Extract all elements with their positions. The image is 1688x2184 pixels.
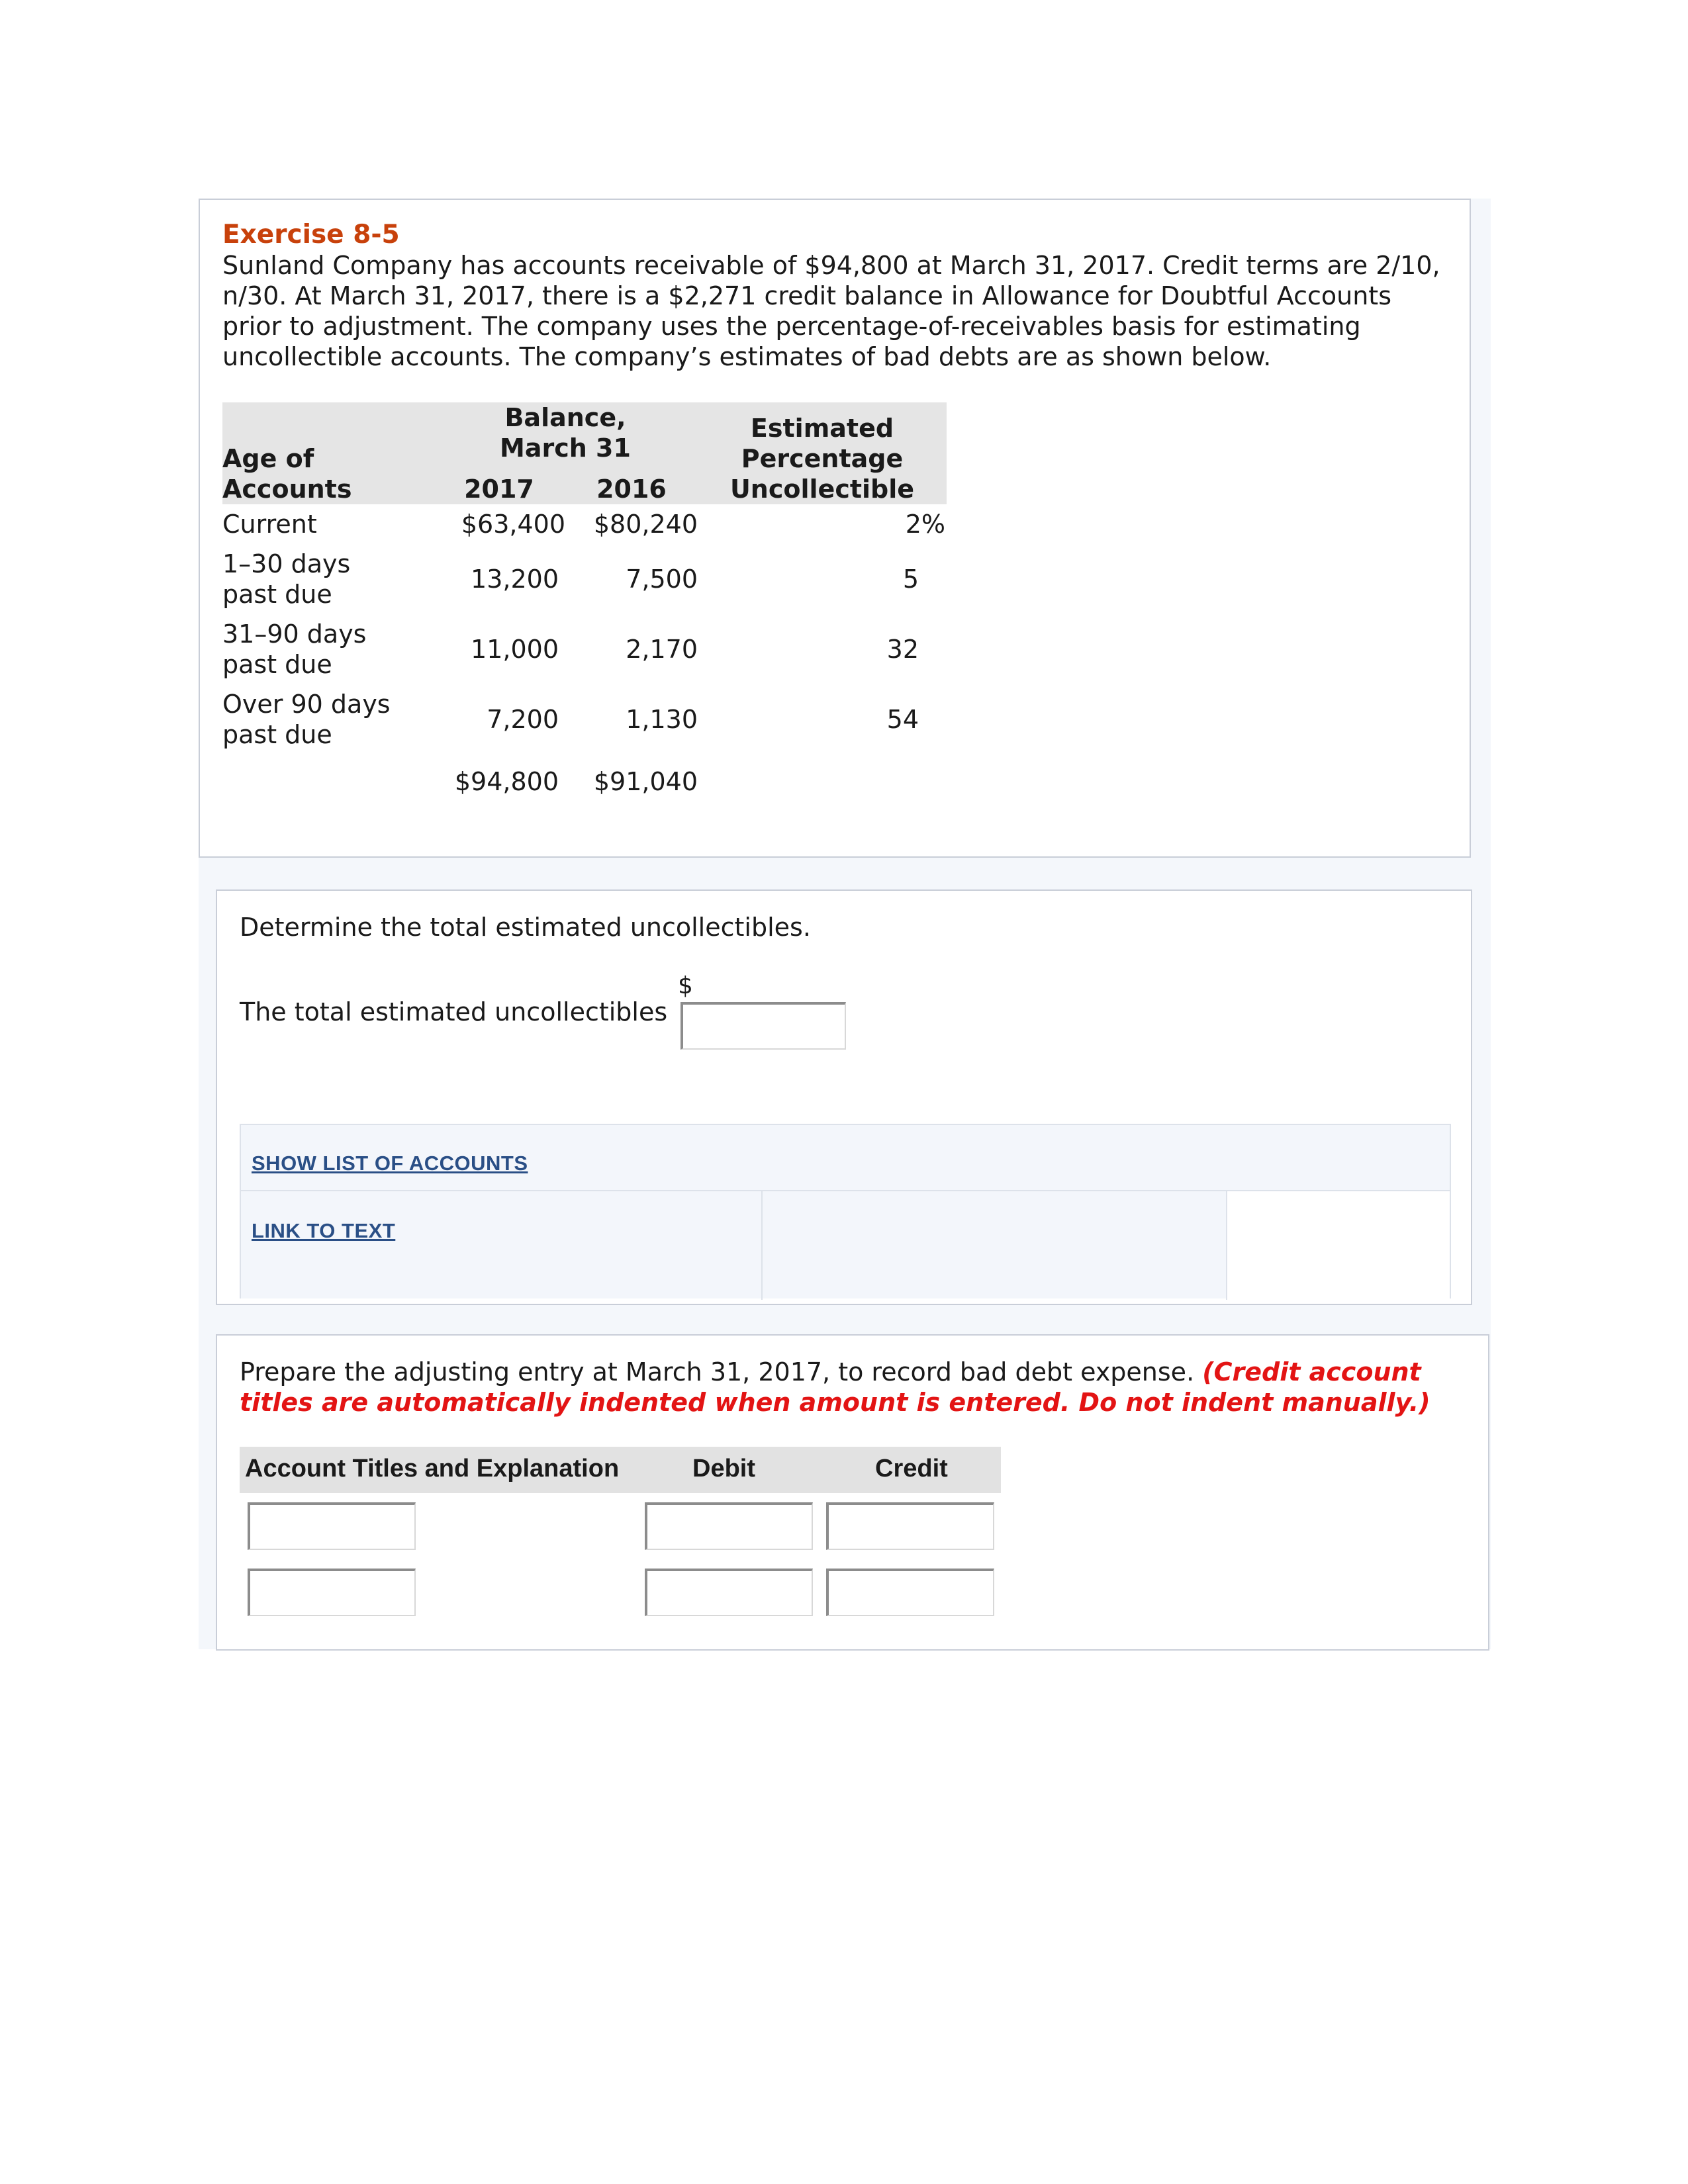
empty-cell [222,754,433,809]
age-cell [222,684,433,754]
header-pct-label: Estimated Percentage Uncollectible [729,414,915,504]
amount-2017-cell: 13,200 [471,565,559,594]
col-credit: Credit [875,1455,948,1482]
exercise-panel [199,199,1471,858]
account-title-input[interactable] [248,1502,416,1550]
percent-cell: 54 [886,705,919,734]
table-row [222,614,947,684]
exercise-title: Exercise 8-5 [222,220,400,250]
header-balance-march-31 [433,402,698,474]
empty-cell [1227,1191,1450,1300]
age-cell [222,614,433,684]
link-to-text-link[interactable]: LINK TO TEXT [252,1219,396,1242]
age-cell [222,544,433,614]
header-2017: 2017 [433,474,565,504]
age-cell: Current [222,510,317,539]
header-estimated-percentage [698,402,947,504]
part-b-question-text: Prepare the adjusting entry at March 31, 2017, to record bad debt expense. [240,1357,1195,1387]
header-2016: 2016 [565,474,698,504]
percent-cell: 32 [886,635,919,664]
header-balance-label: Balance, March 31 [500,403,631,463]
percent-cell: 2% [905,510,945,539]
empty-cell [698,754,947,809]
part-a-panel [216,889,1472,1305]
links-panel [240,1124,1451,1298]
total-uncollectibles-label: The total estimated uncollectibles [240,997,668,1026]
age-label: 1–30 days past due [222,549,351,609]
amount-2017-cell: $63,400 [461,510,565,539]
show-list-of-accounts-link[interactable]: SHOW LIST OF ACCOUNTS [252,1152,528,1175]
part-b-panel [216,1334,1489,1651]
totals-row [222,754,947,809]
col-account-titles: Account Titles and Explanation [245,1455,620,1482]
credit-input[interactable] [826,1569,994,1616]
col-debit: Debit [692,1455,755,1482]
aging-table [222,402,947,809]
table-row [222,684,947,754]
currency-symbol: $ [678,972,693,999]
part-a-question: Determine the total estimated uncollectibles. [240,913,811,942]
column-divider [761,1191,763,1300]
amount-2016-cell: 1,130 [626,705,698,734]
table-row [222,544,947,614]
age-label: Over 90 days past due [222,690,391,749]
amount-2017-cell: 7,200 [487,705,559,734]
total-2017-cell: $94,800 [454,767,559,796]
part-b-question [240,1357,1471,1418]
amount-2016-cell: 7,500 [626,565,698,594]
credit-input[interactable] [826,1502,994,1550]
percent-cell: 5 [902,565,919,594]
amount-2017-cell: 11,000 [471,635,559,664]
header-age-of-accounts: Age of Accounts [222,402,433,504]
total-uncollectibles-input[interactable] [680,1002,846,1050]
journal-header [240,1447,1001,1493]
table-row [222,504,947,544]
account-title-input[interactable] [248,1569,416,1616]
part-b-note: (Credit account titles are automatically indented when amount is entered. Do not indent manually.) [240,1357,1430,1417]
aging-header-row-1 [222,402,947,474]
debit-input[interactable] [645,1502,813,1550]
amount-2016-cell: 2,170 [626,635,698,664]
age-label: 31–90 days past due [222,619,367,679]
exercise-description: Sunland Company has accounts receivable of $94,800 at March 31, 2017. Credit terms are 2/10, n/30. At March 31, 2017, there is a $2,271 credit balance in Allowance for Doubtful Accounts prior to adjustment. The company uses the percentage-of-receivables basis for estimating uncollectible accounts. The company’s estimates of bad debts are as shown below. [222,251,1440,371]
debit-input[interactable] [645,1569,813,1616]
total-2016-cell: $91,040 [593,767,698,796]
amount-2016-cell: $80,240 [593,510,698,539]
